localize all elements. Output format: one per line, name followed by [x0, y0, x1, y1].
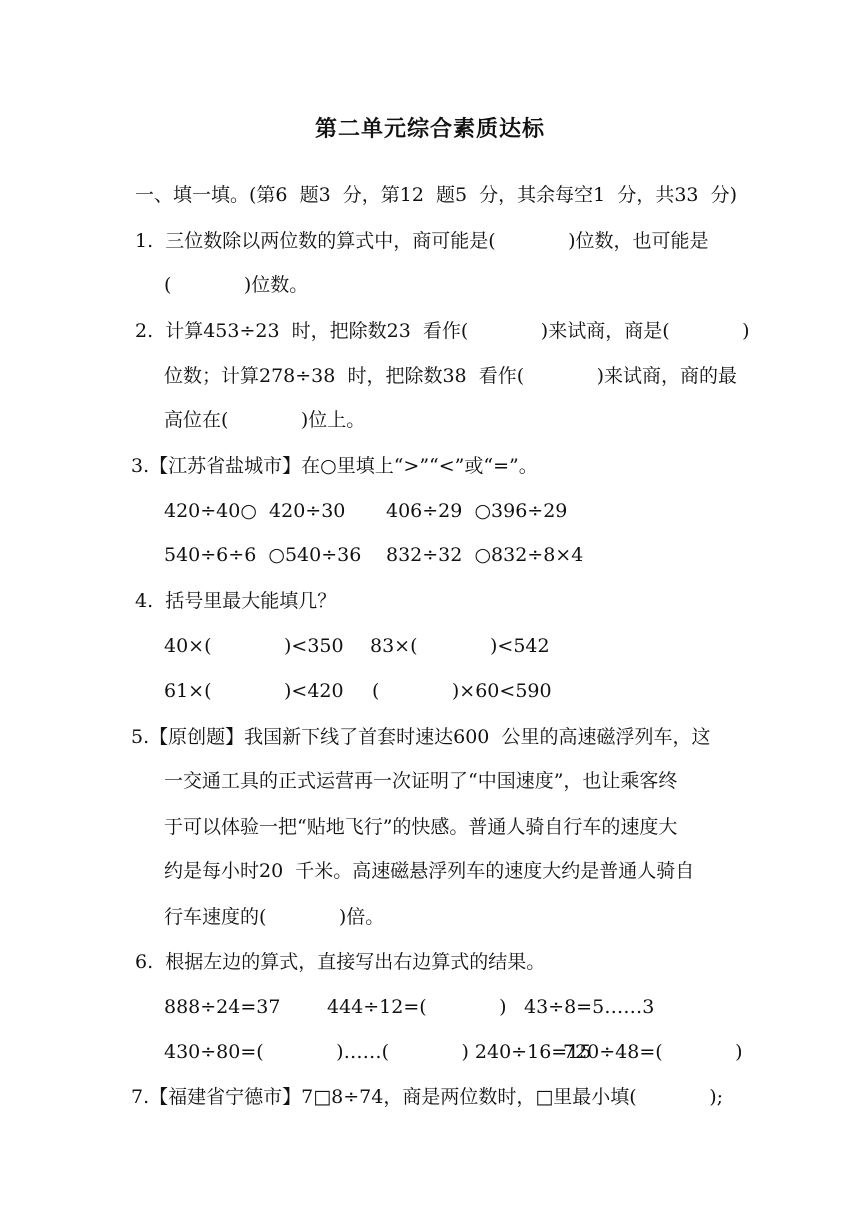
q4-line-1: 4. 括号里最大能填几？ [135, 590, 337, 612]
q3-expression: 406÷29 ○396÷29 [386, 500, 568, 522]
q4-expression: ( )×60<590 [372, 680, 552, 702]
q5-line-5: 行车速度的( )倍。 [164, 906, 385, 928]
q6-expression: 444÷12=( ) [327, 996, 507, 1018]
q1-line-1: 1. 三位数除以两位数的算式中，商可能是( )位数，也可能是 [135, 230, 709, 252]
q3-expression: 832÷32 ○832÷8×4 [386, 544, 584, 566]
q3-line-1: 3.【江苏省盐城市】在○里填上“>”“<”或“=”。 [131, 455, 538, 477]
q1-line-2: ( )位数。 [164, 274, 309, 296]
q2-line-3: 高位在( )位上。 [164, 409, 366, 431]
q4-expression: 83×( )<542 [370, 635, 550, 657]
q7-line-1: 7.【福建省宁德市】7□8÷74，商是两位数时，□里最小填( ); [131, 1086, 724, 1108]
q5-line-1: 5.【原创题】我国新下线了首套时速达600 公里的高速磁浮列车，这 [131, 726, 711, 748]
q3-expression: 540÷6÷6 ○540÷36 [164, 544, 362, 566]
section-heading: 一、填一填。(第6 题3 分，第12 题5 分，其余每空1 分，共33 分) [135, 184, 738, 206]
q2-line-2: 位数；计算278÷38 时，把除数38 看作( )来试商，商的最 [164, 365, 737, 387]
q6-expression: 720÷48=( ) [563, 1041, 743, 1063]
q2-line-1: 2. 计算453÷23 时，把除数23 看作( )来试商，商是( ) [135, 320, 750, 342]
q6-expression: 888÷24=37 [164, 996, 281, 1018]
q6-expression: 430÷80=( )……( ) 240÷16=15 [164, 1041, 592, 1063]
q3-expression: 420÷40○ 420÷30 [164, 500, 346, 522]
q5-line-2: 一交通工具的正式运营再一次证明了“中国速度”，也让乘客终 [164, 770, 678, 792]
q6-line-1: 6. 根据左边的算式，直接写出右边算式的结果。 [135, 951, 546, 973]
q4-expression: 40×( )<350 [164, 635, 344, 657]
q5-line-4: 约是每小时20 千米。高速磁悬浮列车的速度大约是普通人骑自 [164, 860, 695, 882]
page-title: 第二单元综合素质达标 [314, 117, 545, 142]
q4-expression: 61×( )<420 [164, 680, 344, 702]
q5-line-3: 于可以体验一把“贴地飞行”的快感。普通人骑自行车的速度大 [164, 816, 678, 838]
q6-expression: 43÷8=5……3 [524, 996, 655, 1018]
